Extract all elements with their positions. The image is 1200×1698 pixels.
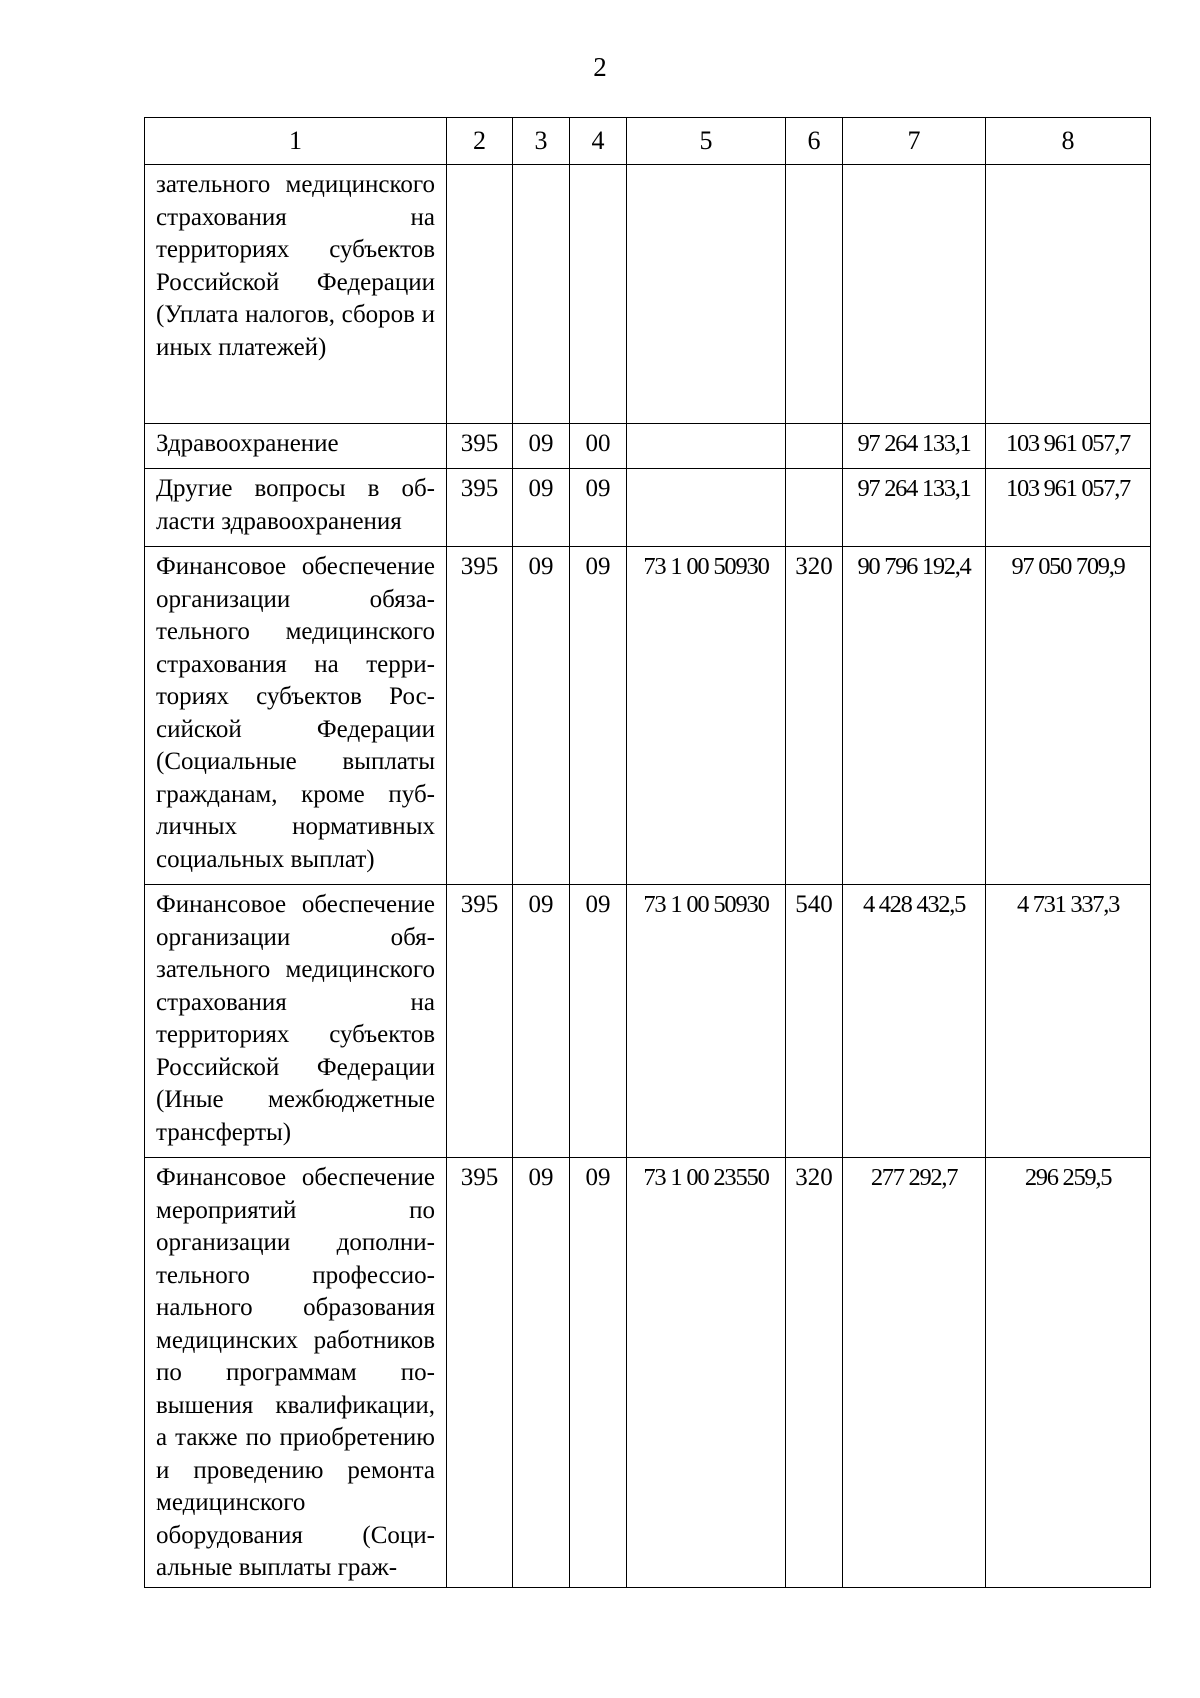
- table-row: [145, 424, 1151, 469]
- row-name-cell: Здравоохранение: [145, 424, 447, 469]
- page-number: 2: [593, 52, 607, 82]
- row-name-cell: Финансовое обеспечение организации обязательного медицинского страхования на территориях субъектов Российской Федерации (Иные межбюджетные трансферты): [145, 885, 447, 1158]
- cell-col4: 09: [570, 469, 627, 547]
- header-cell: 7: [843, 118, 986, 165]
- cell-col6: 320: [786, 1158, 843, 1588]
- header-cell: 3: [513, 118, 570, 165]
- cell-col3: 09: [513, 1158, 570, 1588]
- row-name-cell: Другие вопросы в области здравоохранения: [145, 469, 447, 547]
- cell-col7: 97 264 133,1: [843, 469, 986, 547]
- table-row: [145, 469, 1151, 547]
- cell-col3: 09: [513, 469, 570, 547]
- cell-col6: [786, 165, 843, 424]
- row-name-cell: Финансовое обеспечение мероприятий по организации дополнительного профессионального образования медицинских работников по программам повышения квалификации, а также по приобретению и проведению ремонта медицинского оборудования (Социальные выплаты граж-: [145, 1158, 447, 1588]
- cell-col4: 00: [570, 424, 627, 469]
- cell-col6: [786, 469, 843, 547]
- cell-col2: 395: [447, 1158, 513, 1588]
- cell-col5: [627, 165, 786, 424]
- cell-col5: [627, 424, 786, 469]
- cell-col3: [513, 165, 570, 424]
- header-cell: 8: [986, 118, 1151, 165]
- cell-col4: 09: [570, 885, 627, 1158]
- cell-col5: 73 1 00 50930: [627, 885, 786, 1158]
- cell-col6: 320: [786, 547, 843, 885]
- cell-col6: [786, 424, 843, 469]
- cell-col5: 73 1 00 50930: [627, 547, 786, 885]
- cell-col7: 90 796 192,4: [843, 547, 986, 885]
- header-cell: 5: [627, 118, 786, 165]
- cell-col2: 395: [447, 424, 513, 469]
- cell-col4: 09: [570, 1158, 627, 1588]
- table-row: [145, 1158, 1151, 1588]
- cell-col3: 09: [513, 547, 570, 885]
- cell-col7: 4 428 432,5: [843, 885, 986, 1158]
- table-row: [145, 165, 1151, 424]
- cell-col8: 103 961 057,7: [986, 469, 1151, 547]
- cell-col5: 73 1 00 23550: [627, 1158, 786, 1588]
- cell-col5: [627, 469, 786, 547]
- cell-col2: 395: [447, 885, 513, 1158]
- cell-col8: [986, 165, 1151, 424]
- cell-col7: 97 264 133,1: [843, 424, 986, 469]
- budget-table: [144, 117, 1151, 1588]
- header-cell: 4: [570, 118, 627, 165]
- cell-col2: 395: [447, 469, 513, 547]
- cell-col4: [570, 165, 627, 424]
- cell-col6: 540: [786, 885, 843, 1158]
- row-name-cell: зательного медицинского страхования на территориях субъектов Российской Федерации (Уплата налогов, сборов и иных платежей): [145, 165, 447, 424]
- cell-col7: 277 292,7: [843, 1158, 986, 1588]
- header-cell: 2: [447, 118, 513, 165]
- cell-col3: 09: [513, 885, 570, 1158]
- header-cell: 6: [786, 118, 843, 165]
- header-cell: 1: [145, 118, 447, 165]
- cell-col8: 103 961 057,7: [986, 424, 1151, 469]
- cell-col8: 296 259,5: [986, 1158, 1151, 1588]
- table-row: [145, 547, 1151, 885]
- header-row: [145, 118, 1151, 165]
- table-row: [145, 885, 1151, 1158]
- cell-col2: 395: [447, 547, 513, 885]
- cell-col2: [447, 165, 513, 424]
- row-name-cell: Финансовое обеспечение организации обязательного медицинского страхования на территориях субъектов Российской Федерации (Социальные выплаты гражданам, кроме публичных нормативных социальных выплат): [145, 547, 447, 885]
- cell-col4: 09: [570, 547, 627, 885]
- cell-col8: 97 050 709,9: [986, 547, 1151, 885]
- cell-col7: [843, 165, 986, 424]
- cell-col8: 4 731 337,3: [986, 885, 1151, 1158]
- cell-col3: 09: [513, 424, 570, 469]
